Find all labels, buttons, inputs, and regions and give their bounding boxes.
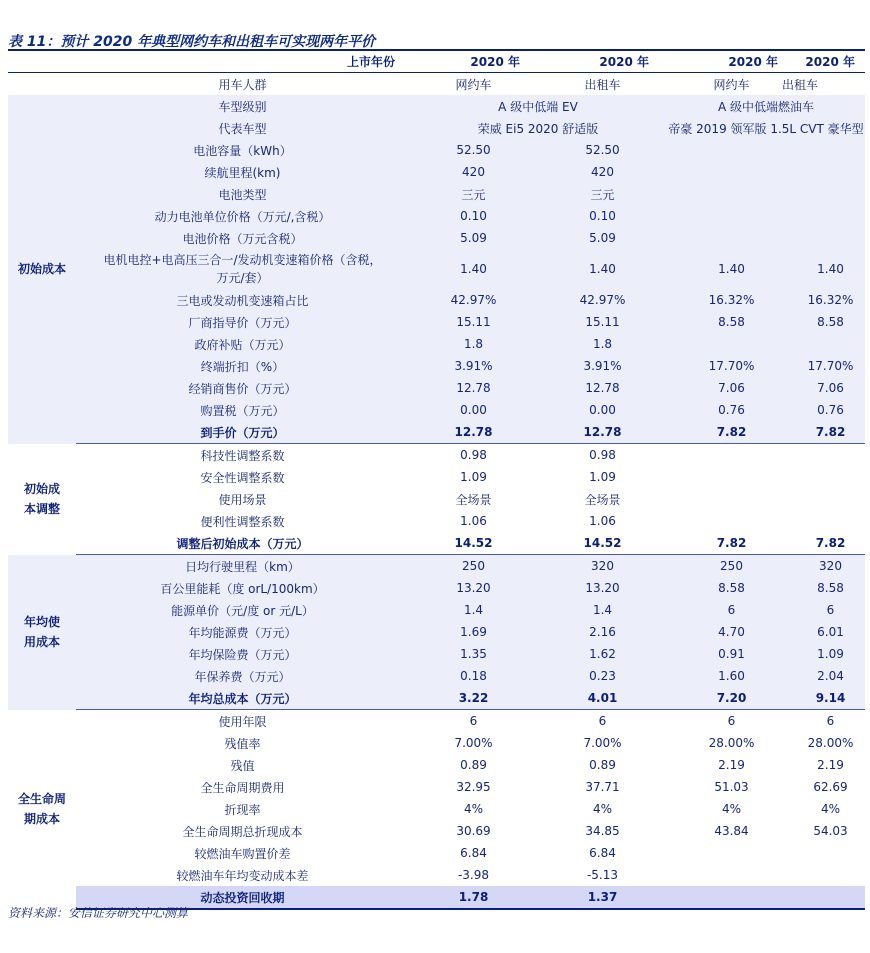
cell: 0.10 — [538, 205, 667, 227]
row-label: 电机电控+电高压三合一/发动机变速箱价格（含税，万元/套） — [76, 249, 409, 289]
cell: 7.06 — [796, 377, 865, 399]
table-row — [8, 510, 865, 532]
cell: 17.70% — [796, 355, 865, 377]
cell: 0.00 — [409, 399, 538, 421]
cell: 16.32% — [796, 289, 865, 311]
row-label: 使用年限 — [76, 710, 409, 733]
cell: 52.50 — [409, 139, 538, 161]
cell: 全场景 — [409, 488, 538, 510]
table-row — [8, 466, 865, 488]
row-label: 便利性调整系数 — [76, 510, 409, 532]
row-label: 代表车型 — [76, 117, 409, 139]
table-row — [8, 444, 865, 467]
cell — [667, 227, 796, 249]
cell: 12.78 — [409, 377, 538, 399]
cell: 2.04 — [796, 665, 865, 687]
table-row — [8, 161, 865, 183]
cell: 0.76 — [667, 399, 796, 421]
cell: -5.13 — [538, 864, 667, 886]
cell — [796, 510, 865, 532]
table-row — [8, 377, 865, 399]
cell: 7.20 — [667, 687, 796, 710]
cell: 1.35 — [409, 643, 538, 665]
row-label: 残值 — [76, 754, 409, 776]
section-annual-usage-cost — [8, 555, 865, 710]
cell — [667, 333, 796, 355]
table-row — [8, 227, 865, 249]
row-label: 三电或发动机变速箱占比 — [76, 289, 409, 311]
table-row — [8, 311, 865, 333]
row-label: 电池类型 — [76, 183, 409, 205]
row-label: 厂商指导价（万元） — [76, 311, 409, 333]
row-label: 全生命周期总折现成本 — [76, 820, 409, 842]
row-label: 较燃油车购置价差 — [76, 842, 409, 864]
cell: 8.58 — [796, 577, 865, 599]
row-label: 电池容量（kWh） — [76, 139, 409, 161]
cell: 7.82 — [667, 421, 796, 444]
cell — [667, 466, 796, 488]
cell: 1.4 — [409, 599, 538, 621]
table-row — [8, 665, 865, 687]
row-label: 年均总成本（万元） — [76, 687, 409, 710]
cell: 42.97% — [538, 289, 667, 311]
cell — [667, 161, 796, 183]
table-row — [8, 643, 865, 665]
section-label: 全生命周期成本 — [8, 710, 76, 910]
usage-header: 网约车 — [713, 77, 750, 92]
cell: 1.40 — [538, 249, 667, 289]
table-row — [8, 754, 865, 776]
cell: 54.03 — [796, 820, 865, 842]
cell — [796, 842, 865, 864]
cell — [796, 139, 865, 161]
cell: 13.20 — [409, 577, 538, 599]
table-row — [8, 355, 865, 377]
row-label: 终端折扣（%） — [76, 355, 409, 377]
row-label: 车型级别 — [76, 95, 409, 117]
cell: 62.69 — [796, 776, 865, 798]
row-label: 百公里能耗（度 orL/100km） — [76, 577, 409, 599]
cell: 420 — [409, 161, 538, 183]
cell: 6.84 — [409, 842, 538, 864]
cell: 3.22 — [409, 687, 538, 710]
cell: 15.11 — [538, 311, 667, 333]
cell: 三元 — [409, 183, 538, 205]
cell: 1.60 — [667, 665, 796, 687]
cell — [667, 205, 796, 227]
cell: 1.4 — [538, 599, 667, 621]
row-label: 年均保险费（万元） — [76, 643, 409, 665]
table-row — [8, 577, 865, 599]
table-row — [8, 117, 865, 139]
year-label: 上市年份 — [76, 50, 409, 73]
cell: 1.09 — [538, 466, 667, 488]
cell: 250 — [409, 555, 538, 578]
cost-comparison-table — [8, 49, 865, 910]
table-row — [8, 249, 865, 289]
cell: 三元 — [538, 183, 667, 205]
cell: 0.18 — [409, 665, 538, 687]
row-label: 电池价格（万元含税） — [76, 227, 409, 249]
row-label: 购置税（万元） — [76, 399, 409, 421]
cell: 420 — [538, 161, 667, 183]
cell: 6 — [796, 599, 865, 621]
header-row-year — [8, 50, 865, 73]
table-row — [8, 399, 865, 421]
cell: 0.98 — [409, 444, 538, 467]
cell — [667, 510, 796, 532]
cell: 0.10 — [409, 205, 538, 227]
cell — [667, 488, 796, 510]
table-title: 表 11：预计 2020 年典型网约车和出租车可实现两年平价 — [8, 34, 376, 50]
row-label: 续航里程(km) — [76, 161, 409, 183]
row-label: 调整后初始成本（万元） — [76, 532, 409, 555]
cell: 7.00% — [409, 732, 538, 754]
cell: 30.69 — [409, 820, 538, 842]
row-label: 能源单价（元/度 or 元/L） — [76, 599, 409, 621]
cell: 6 — [538, 710, 667, 733]
cell: -3.98 — [409, 864, 538, 886]
cell: 4% — [409, 798, 538, 820]
row-label: 年均能源费（万元） — [76, 621, 409, 643]
table-row — [8, 95, 865, 117]
cell — [667, 444, 796, 467]
table-row — [8, 776, 865, 798]
cell: 5.09 — [409, 227, 538, 249]
table-row-total — [8, 532, 865, 555]
cell — [796, 227, 865, 249]
cell: 1.62 — [538, 643, 667, 665]
row-label: 较燃油车年均变动成本差 — [76, 864, 409, 886]
table-row-total — [8, 421, 865, 444]
cell: 帝豪 2019 领军版 1.5L CVT 豪华型 — [667, 117, 865, 139]
cell: 320 — [796, 555, 865, 578]
cell: 1.40 — [667, 249, 796, 289]
cell — [667, 886, 796, 909]
row-label: 全生命周期费用 — [76, 776, 409, 798]
cell: 250 — [667, 555, 796, 578]
header-row-usage — [8, 73, 865, 96]
cell — [667, 842, 796, 864]
cell — [796, 183, 865, 205]
row-label: 科技性调整系数 — [76, 444, 409, 467]
cell: 16.32% — [667, 289, 796, 311]
cell: 0.23 — [538, 665, 667, 687]
cell — [796, 466, 865, 488]
usage-header: 出租车 — [584, 77, 621, 92]
year-header: 2020 年 — [409, 50, 538, 73]
cell: 14.52 — [538, 532, 667, 555]
cell: 8.58 — [796, 311, 865, 333]
year-header: 2020 年 — [667, 50, 796, 73]
section-label: 初始成本调整 — [8, 444, 76, 555]
cell: 1.78 — [409, 886, 538, 909]
section-label: 年均使用成本 — [8, 555, 76, 710]
cell: 12.78 — [538, 421, 667, 444]
table-row — [8, 798, 865, 820]
usage-label: 用车人群 — [218, 77, 267, 92]
cell: 43.84 — [667, 820, 796, 842]
cell: 7.82 — [796, 421, 865, 444]
cell: 51.03 — [667, 776, 796, 798]
cell — [796, 161, 865, 183]
cell: 7.06 — [667, 377, 796, 399]
cell: 2.19 — [796, 754, 865, 776]
cell: 荣威 Ei5 2020 舒适版 — [409, 117, 667, 139]
cell — [667, 183, 796, 205]
cell: 0.98 — [538, 444, 667, 467]
cell: 1.8 — [538, 333, 667, 355]
cell: 1.09 — [409, 466, 538, 488]
row-label: 动力电池单位价格（万元/,含税） — [76, 205, 409, 227]
cell: 37.71 — [538, 776, 667, 798]
table-row-total — [8, 687, 865, 710]
cell: 6 — [667, 710, 796, 733]
cell: 全场景 — [538, 488, 667, 510]
cell: 6 — [667, 599, 796, 621]
cell: 4.70 — [667, 621, 796, 643]
cell: 4% — [538, 798, 667, 820]
row-label: 经销商售价（万元） — [76, 377, 409, 399]
cell: 1.8 — [409, 333, 538, 355]
cell: 52.50 — [538, 139, 667, 161]
row-label: 到手价（万元） — [76, 421, 409, 444]
row-label: 残值率 — [76, 732, 409, 754]
cell: 2.19 — [667, 754, 796, 776]
table-row — [8, 289, 865, 311]
cell: 1.40 — [409, 249, 538, 289]
cell — [796, 205, 865, 227]
table-row — [8, 732, 865, 754]
cell: 9.14 — [796, 687, 865, 710]
table-header — [8, 50, 865, 95]
cell: 17.70% — [667, 355, 796, 377]
cell: 4% — [796, 798, 865, 820]
row-label: 日均行驶里程（km） — [76, 555, 409, 578]
cell: 6.84 — [538, 842, 667, 864]
table-row — [8, 710, 865, 733]
cell — [667, 139, 796, 161]
cell: 14.52 — [409, 532, 538, 555]
cell: 1.06 — [409, 510, 538, 532]
cell: 12.78 — [409, 421, 538, 444]
table-row — [8, 183, 865, 205]
cell: 28.00% — [667, 732, 796, 754]
cell: 0.91 — [667, 643, 796, 665]
table-row — [8, 333, 865, 355]
cell: 0.89 — [409, 754, 538, 776]
cell: 7.82 — [796, 532, 865, 555]
cell: 8.58 — [667, 577, 796, 599]
table-row — [8, 842, 865, 864]
cell — [796, 333, 865, 355]
cell: 2.16 — [538, 621, 667, 643]
cell — [667, 864, 796, 886]
cell — [796, 444, 865, 467]
row-label: 安全性调整系数 — [76, 466, 409, 488]
year-header: 2020 年 — [796, 50, 865, 73]
cell: 32.95 — [409, 776, 538, 798]
usage-header: 网约车 — [455, 77, 492, 92]
row-label: 政府补贴（万元） — [76, 333, 409, 355]
table-row — [8, 599, 865, 621]
row-label: 使用场景 — [76, 488, 409, 510]
table-row — [8, 621, 865, 643]
section-initial-cost — [8, 95, 865, 444]
cell: 34.85 — [538, 820, 667, 842]
cell: 1.40 — [796, 249, 865, 289]
table-row — [8, 555, 865, 578]
cell: 7.00% — [538, 732, 667, 754]
cell: A 级中低端 EV — [409, 95, 667, 117]
section-initial-cost-adjustment — [8, 444, 865, 555]
cell: 1.09 — [796, 643, 865, 665]
table-row — [8, 820, 865, 842]
cell: 13.20 — [538, 577, 667, 599]
cell: 12.78 — [538, 377, 667, 399]
row-label: 折现率 — [76, 798, 409, 820]
cell: 1.37 — [538, 886, 667, 909]
cell: 8.58 — [667, 311, 796, 333]
cell — [796, 864, 865, 886]
cell — [796, 886, 865, 909]
cell: 42.97% — [409, 289, 538, 311]
cell: 5.09 — [538, 227, 667, 249]
cell: 28.00% — [796, 732, 865, 754]
cell — [796, 488, 865, 510]
row-label: 动态投资回收期 — [76, 886, 409, 909]
table-row — [8, 864, 865, 886]
cell: 320 — [538, 555, 667, 578]
section-lifecycle-cost — [8, 710, 865, 910]
cell: 3.91% — [538, 355, 667, 377]
cell: 1.69 — [409, 621, 538, 643]
cell: 6.01 — [796, 621, 865, 643]
row-label: 年保养费（万元） — [76, 665, 409, 687]
cell: A 级中低端燃油车 — [667, 95, 865, 117]
cell: 3.91% — [409, 355, 538, 377]
cell: 0.89 — [538, 754, 667, 776]
cell: 6 — [796, 710, 865, 733]
cell: 4% — [667, 798, 796, 820]
cell: 4.01 — [538, 687, 667, 710]
table-row — [8, 488, 865, 510]
usage-header: 出租车 — [781, 77, 818, 92]
cell: 15.11 — [409, 311, 538, 333]
cell: 1.06 — [538, 510, 667, 532]
source-note: 资料来源：安信证券研究中心测算 — [8, 906, 189, 920]
cell: 6 — [409, 710, 538, 733]
cell: 7.82 — [667, 532, 796, 555]
section-label: 初始成本 — [8, 95, 76, 444]
year-header: 2020 年 — [538, 50, 667, 73]
cell: 0.76 — [796, 399, 865, 421]
cell: 0.00 — [538, 399, 667, 421]
table-row — [8, 205, 865, 227]
table-row — [8, 139, 865, 161]
